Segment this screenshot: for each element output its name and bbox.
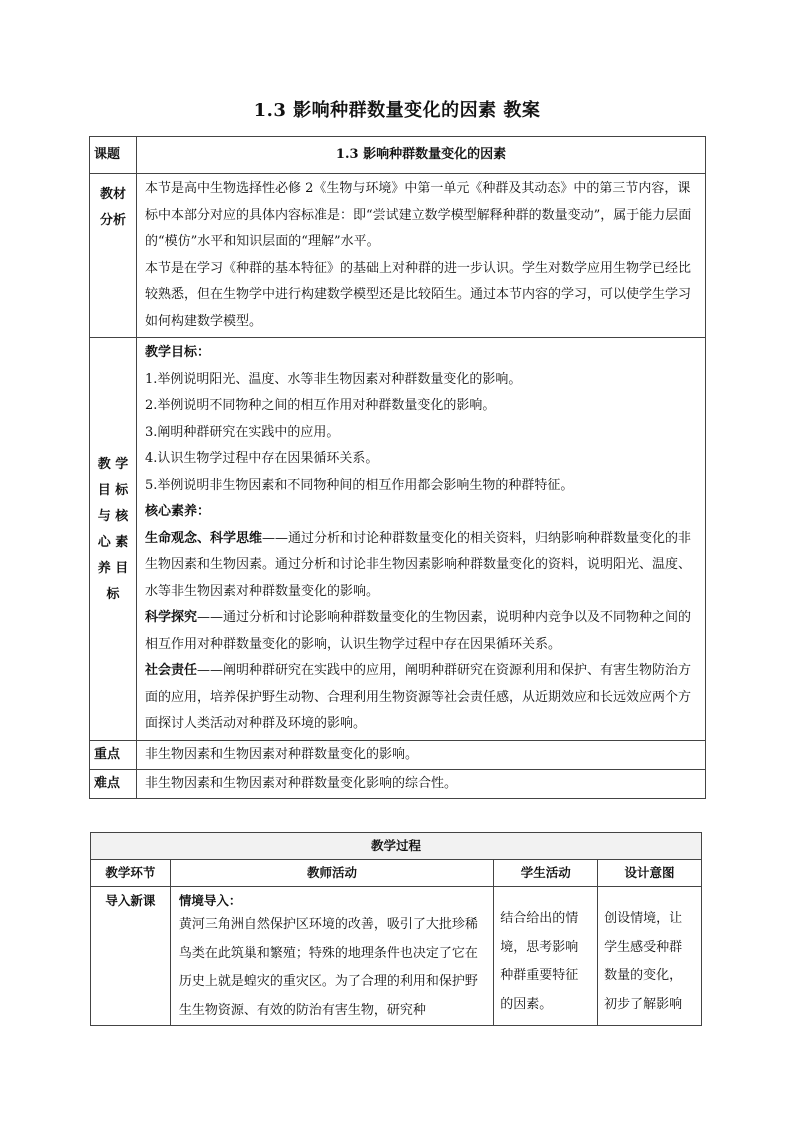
literacy-lead: 社会责任 xyxy=(145,663,198,678)
aims-row xyxy=(90,338,706,741)
design-intent-cell: 创设情境，让学生感受种群数量的变化，初步了解影响 xyxy=(598,887,702,1026)
key-value: 非生物因素和生物因素对种群数量变化的影响。 xyxy=(137,740,706,769)
column-header: 设计意图 xyxy=(598,860,702,887)
literacy-lead: 生命观念、科学思维 xyxy=(145,530,263,546)
topic-value-cell xyxy=(137,137,706,174)
column-header: 教学环节 xyxy=(91,860,171,887)
teacher-activity-heading: 情境导入： xyxy=(178,893,242,908)
analysis-label-line-1: 教材 xyxy=(99,187,126,202)
column-header: 学生活动 xyxy=(494,860,598,887)
student-activity-cell: 结合给出的情境，思考影响种群重要特征的因素。 xyxy=(494,887,598,1026)
literacy-item xyxy=(145,526,699,606)
key-label-cell xyxy=(90,740,137,769)
topic-value: 1.3 影响种群数量变化的因素 xyxy=(335,147,507,162)
literacy-lead: 科学探究 xyxy=(145,610,198,625)
topic-row xyxy=(90,137,706,174)
analysis-paragraph: 本节是在学习《种群的基本特征》的基础上对种群的进一步认识。学生对数学应用生物学已经比较熟悉，但在生物学中进行构建数学模型还是比较陌生。通过本节内容的学习，可以使学生学习如何构建数学模型。 xyxy=(145,260,692,329)
literacy-item xyxy=(145,605,699,658)
aims-label-line: 心 素 xyxy=(97,535,129,550)
literacy-heading: 核心素养： xyxy=(145,504,211,519)
analysis-row xyxy=(90,174,706,338)
aims-item: 5.举例说明非生物因素和不同物种间的相互作用都会影响生物的种群特征。 xyxy=(145,477,574,493)
aims-item: 4.认识生物学过程中存在因果循环关系。 xyxy=(145,451,379,466)
aims-label-line: 标 xyxy=(106,587,120,602)
aims-item: 1.举例说明阳光、温度、水等非生物因素对种群数量变化的影响。 xyxy=(145,371,522,387)
stage-cell: 导入新课 xyxy=(91,887,171,1026)
analysis-content xyxy=(137,174,706,338)
literacy-text: ——阐明种群研究在实践中的应用，阐明种群研究在资源利用和保护、有害生物防治方面的应用，培养保护野生动物、合理利用生物资源等社会责任感，从近期效应和长远效应两个方面探讨人类活动对种群及环境的影响。 xyxy=(145,663,692,731)
aims-label-line: 与 核 xyxy=(97,509,129,524)
aims-content xyxy=(137,338,706,741)
key-point-row xyxy=(90,740,706,769)
difficulty-value: 非生物因素和生物因素对种群数量变化影响的综合性。 xyxy=(137,769,706,798)
literacy-text: ——通过分析和讨论种群数量变化的相关资料，归纳影响种群数量变化的非生物因素和生物因素。通过分析和讨论非生物因素影响种群数量变化的资料，说明阳光、温度、水等非生物因素对种群数量变化的影响。 xyxy=(145,530,692,599)
literacy-text: ——通过分析和讨论影响种群数量变化的生物因素，说明种内竞争以及不同物种之间的相互作用对种群数量变化的影响，认识生物学过程中存在因果循环关系。 xyxy=(145,610,692,652)
topic-label: 课题 xyxy=(94,147,121,162)
aims-label-cell xyxy=(90,338,137,741)
aims-label-line: 目 标 xyxy=(97,483,129,498)
aims-label-line: 教 学 xyxy=(97,457,129,472)
difficulty-label: 难点 xyxy=(94,775,121,791)
aims-label-line: 养 目 xyxy=(97,561,129,576)
key-label: 重点 xyxy=(94,746,121,762)
literacy-item xyxy=(145,658,699,738)
difficulty-label-cell xyxy=(90,769,137,798)
process-header-row xyxy=(91,860,702,887)
analysis-label-cell xyxy=(90,174,137,338)
teaching-process-table xyxy=(90,832,702,1026)
analysis-label xyxy=(90,174,136,234)
teacher-activity-text: 黄河三角洲自然保护区环境的改善，吸引了大批珍稀鸟类在此筑巢和繁殖；特殊的地理条件也决定了它在历史上就是蝗灾的重灾区。为了合理的利用和保护野生生物资源、有效的防治有害生物，研究种 xyxy=(178,917,478,1018)
aims-item: 3.阐明种群研究在实践中的应用。 xyxy=(145,424,340,440)
analysis-paragraph: 本节是高中生物选择性必修 2《生物与环境》中第一单元《种群及其动态》中的第三节内容，课标中本部分对应的具体内容标准是：即“尝试建立数学模型解释种群的数量变动”，属于能力层面的“模仿”水平和知识层面的“理解”水平。 xyxy=(145,181,692,249)
column-header: 教师活动 xyxy=(170,860,493,887)
topic-label-cell xyxy=(90,137,137,174)
process-title: 教学过程 xyxy=(91,833,702,860)
aims-item: 2.举例说明不同物种之间的相互作用对种群数量变化的影响。 xyxy=(145,398,496,413)
teacher-activity-cell xyxy=(170,887,493,1026)
document-title: 1.3 影响种群数量变化的因素 教案 xyxy=(253,100,541,121)
difficulty-row xyxy=(90,769,706,798)
analysis-label-line-2: 分析 xyxy=(99,213,126,228)
lesson-plan-table xyxy=(89,136,706,799)
process-row xyxy=(91,887,702,1026)
aims-heading: 教学目标： xyxy=(145,345,211,360)
aims-label xyxy=(90,338,136,608)
